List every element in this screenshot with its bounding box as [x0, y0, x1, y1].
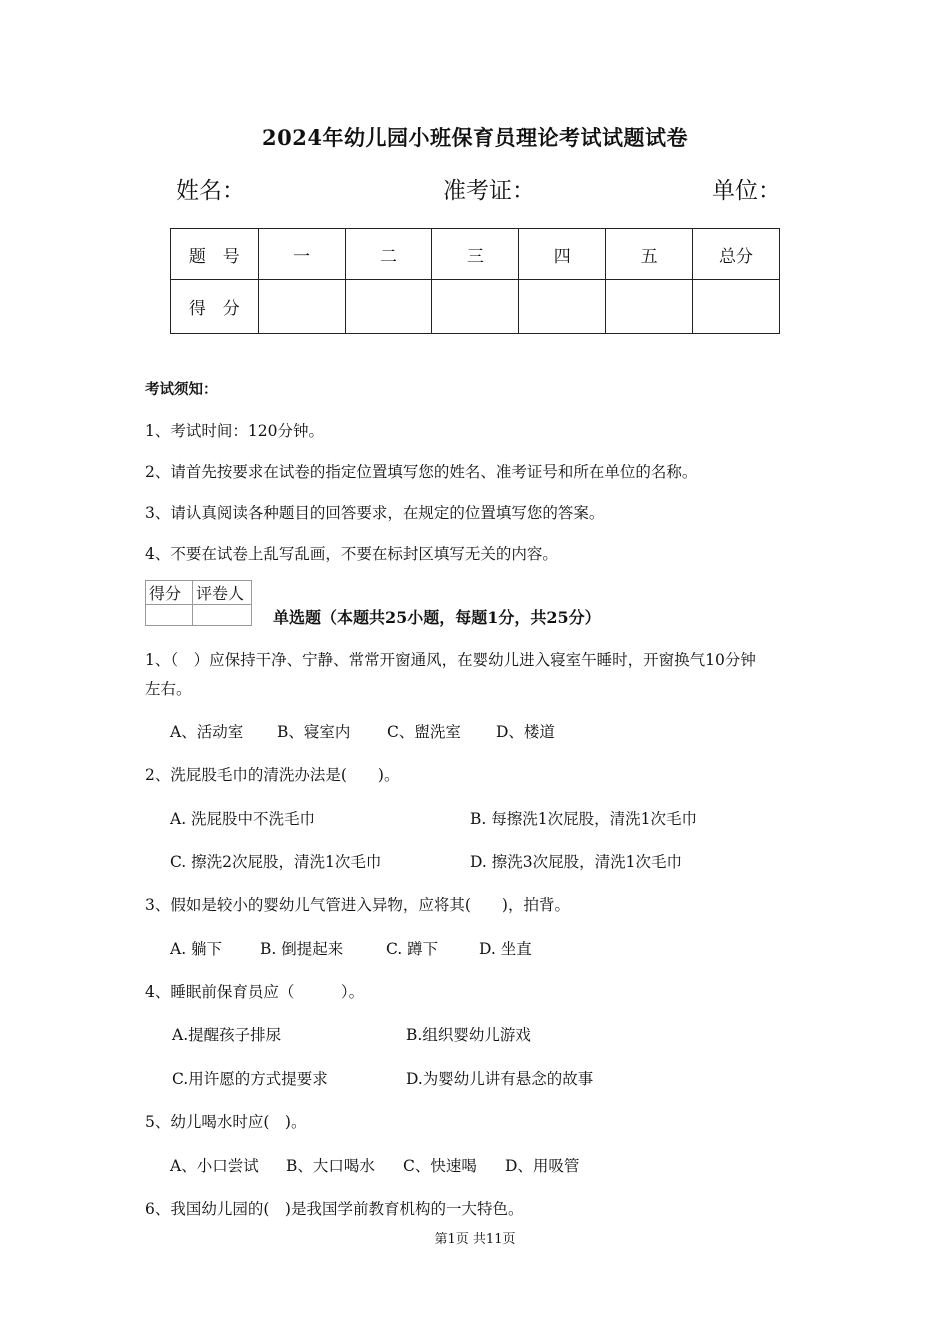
question-2-text: 2、洗屁股毛巾的清洗办法是( )。 — [145, 766, 400, 784]
question-1-text-cont: 左右。 — [145, 680, 192, 698]
notice-item: 1、考试时间：120分钟。 — [145, 422, 324, 440]
question-2-option-a[interactable]: A. 洗屁股中不洗毛巾 — [170, 810, 316, 828]
section-title: 单选题（本题共25小题，每题1分，共25分） — [273, 608, 601, 627]
notice-heading: 考试须知： — [145, 381, 218, 398]
score-table-header-cell: 题 号 — [171, 229, 259, 280]
question-4-option-b[interactable]: B.组织婴幼儿游戏 — [406, 1026, 531, 1044]
question-4-option-a[interactable]: A.提醒孩子排尿 — [172, 1026, 282, 1044]
question-1-text: 1、（ ）应保持干净、宁静、常常开窗通风，在婴幼儿进入寝室午睡时，开窗换气10分钟 — [145, 651, 756, 669]
page-footer: 第1页 共11页 — [434, 1232, 516, 1247]
question-3-option-c[interactable]: C. 蹲下 — [386, 940, 439, 958]
question-5-text: 5、幼儿喝水时应( )。 — [145, 1113, 307, 1131]
score-cell[interactable] — [345, 280, 432, 334]
question-5-option-b[interactable]: B、大口喝水 — [286, 1157, 375, 1175]
score-cell[interactable] — [693, 280, 780, 334]
question-1-option-d[interactable]: D、楼道 — [496, 723, 555, 741]
notice-item: 2、请首先按要求在试卷的指定位置填写您的姓名、准考证号和所在单位的名称。 — [145, 463, 698, 481]
grader-name-cell[interactable] — [193, 605, 252, 626]
question-3-option-d[interactable]: D. 坐直 — [479, 940, 532, 958]
question-2-option-d[interactable]: D. 擦洗3次屁股，清洗1次毛巾 — [470, 853, 682, 871]
question-3-option-b[interactable]: B. 倒提起来 — [260, 940, 344, 958]
score-cell[interactable] — [432, 280, 519, 334]
question-2-option-b[interactable]: B. 每擦洗1次屁股，清洗1次毛巾 — [470, 810, 697, 828]
question-1-option-c[interactable]: C、盥洗室 — [387, 723, 461, 741]
question-1-option-b[interactable]: B、寝室内 — [277, 723, 351, 741]
score-table-header-row — [171, 229, 780, 280]
score-table-header-cell: 五 — [606, 229, 693, 280]
score-table-row-label: 得 分 — [171, 280, 259, 334]
grader-name-label: 评卷人 — [193, 581, 252, 605]
score-cell[interactable] — [606, 280, 693, 334]
notice-item: 4、不要在试卷上乱写乱画，不要在标封区填写无关的内容。 — [145, 545, 558, 563]
score-cell[interactable] — [519, 280, 606, 334]
question-2-option-c[interactable]: C. 擦洗2次屁股，清洗1次毛巾 — [170, 853, 382, 871]
question-1-option-a[interactable]: A、活动室 — [170, 723, 244, 741]
page-title: 2024年幼儿园小班保育员理论考试试题试卷 — [262, 125, 688, 150]
question-5-option-a[interactable]: A、小口尝试 — [170, 1157, 259, 1175]
question-4-text: 4、睡眠前保育员应（ ）。 — [145, 983, 365, 1001]
question-4-option-d[interactable]: D.为婴幼儿讲有悬念的故事 — [406, 1070, 594, 1088]
score-table-header-cell: 三 — [432, 229, 519, 280]
question-6-text: 6、我国幼儿园的( )是我国学前教育机构的一大特色。 — [145, 1200, 524, 1218]
grader-score-label: 得分 — [146, 581, 193, 605]
question-4-option-c[interactable]: C.用许愿的方式提要求 — [172, 1070, 328, 1088]
grader-box — [145, 580, 252, 626]
score-table-header-cell: 二 — [345, 229, 432, 280]
score-cell[interactable] — [258, 280, 345, 334]
name-field-label: 姓名： — [176, 178, 245, 204]
exam-id-field-label: 准考证： — [443, 178, 535, 204]
score-table-header-cell: 四 — [519, 229, 606, 280]
grader-score-cell[interactable] — [146, 605, 193, 626]
question-3-option-a[interactable]: A. 躺下 — [170, 940, 223, 958]
notice-item: 3、请认真阅读各种题目的回答要求，在规定的位置填写您的答案。 — [145, 504, 605, 522]
score-table-score-row — [171, 280, 780, 334]
question-3-text: 3、假如是较小的婴幼儿气管进入异物，应将其( )，拍背。 — [145, 896, 570, 914]
score-table — [170, 228, 780, 334]
question-5-option-c[interactable]: C、快速喝 — [403, 1157, 477, 1175]
unit-field-label: 单位： — [712, 178, 781, 204]
score-table-header-cell: 总分 — [693, 229, 780, 280]
score-table-header-cell: 一 — [258, 229, 345, 280]
question-5-option-d[interactable]: D、用吸管 — [505, 1157, 580, 1175]
